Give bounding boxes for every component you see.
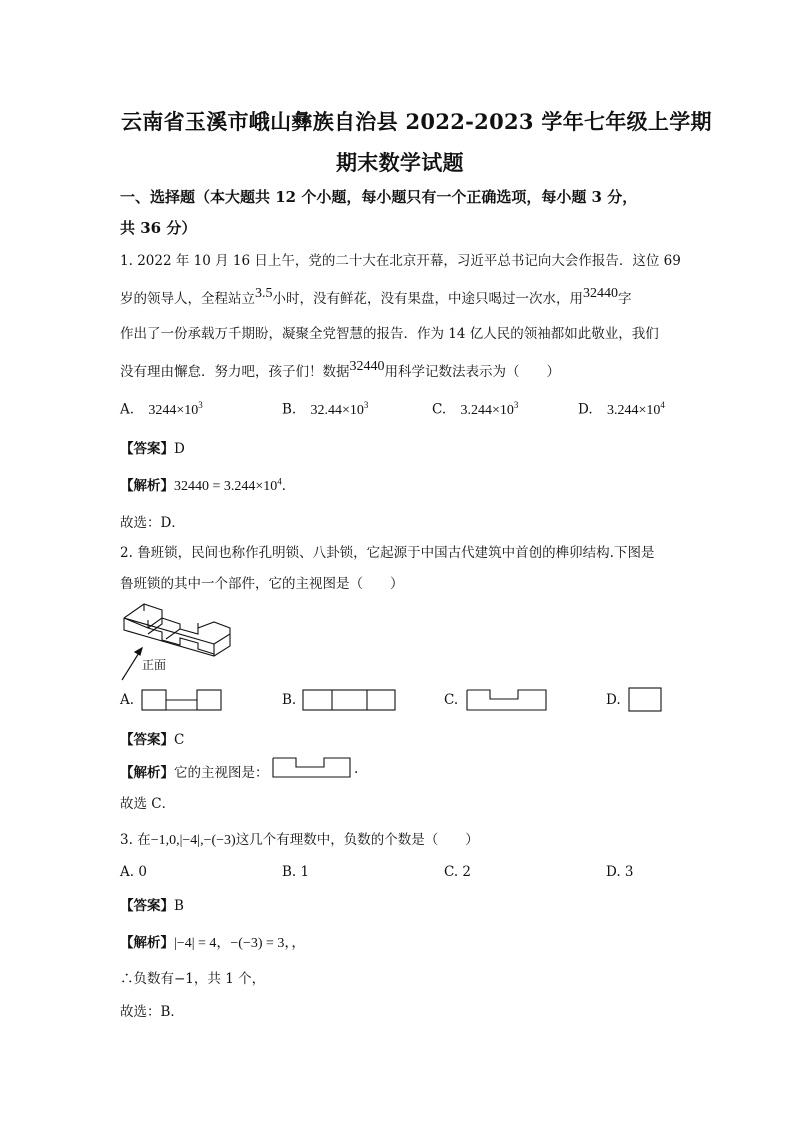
q3-number: 3. [120,832,133,848]
q2-option-b-label[interactable]: B. [282,692,297,708]
section-heading-line2: 共 36 分） [120,219,197,237]
q1-option-b[interactable]: B. $32.44\times 10^3$ [282,400,369,418]
q2-text-line2: 鲁班锁的其中一个部件，它的主视图是（ ） [120,576,404,592]
q3-conclusion: 故选：B． [120,1004,184,1020]
q3-option-b[interactable]: B. 1 [282,864,310,880]
page-title: 云南省玉溪市峨山彝族自治县 2022-2023 学年七年级上学期 [121,109,712,134]
q1-text-line1: 1. 2022 年 10 月 16 日上午，党的二十大在北京开幕，习近平总书记向大会作报告．这位 69 [120,253,681,269]
q2-option-d-label[interactable]: D. [606,692,621,708]
q2-conclusion: 故选 C． [120,796,176,812]
q1-analysis: 【解析】$32440 = 3.244\times 10^4$． [120,476,296,494]
q3-text-line1: 3. 在−1,0,|−4|,−(−3)这几个有理数中，负数的个数是（ ） [120,832,479,848]
q2-option-a-label[interactable]: A. [120,692,135,708]
q2-analysis-end: . [354,761,359,777]
q1-text-line3: 作出了一份承载万千期盼，凝聚全党智慧的报告．作为 14 亿人民的领袖都如此敬业，我们 [120,326,659,342]
q2-option-d-figure[interactable] [628,687,664,713]
q3-answer: 【答案】B [120,898,184,914]
section-heading: 一、选择题（本大题共 12 个小题，每小题只有一个正确选项，每小题 3 分， [120,188,638,206]
q3-reasoning: ∴负数有−1，共 1 个， [120,971,266,987]
q1-option-d[interactable]: D. $3.244\times 10^4$ [578,400,665,418]
q2-option-c-figure[interactable] [466,689,550,711]
q3-analysis: 【解析】|−4| = 4，−(−3) = 3，， [120,935,306,951]
q2-answer: 【答案】C [120,732,185,748]
q3-option-a[interactable]: A. 0 [120,864,147,880]
page-title-line2: 期末数学试题 [336,150,464,175]
luban-lock-figure [118,596,238,686]
q1-number: 1. [120,253,133,269]
q2-option-c-label[interactable]: C. [444,692,459,708]
q1-conclusion: 故选：D． [120,515,185,531]
q2-analysis: 【解析】它的主视图是： [120,765,269,781]
q2-number: 2. [120,545,133,561]
q2-analysis-figure [272,757,354,779]
q1-text-line4: 没有理由懈怠．努力吧，孩子们！数据32440用科学记数法表示为（ ） [120,359,560,380]
q1-text-line2: 岁的领导人，全程站立3.5小时，没有鲜花，没有果盘，中途只喝过一次水，用32440字 [120,286,632,307]
q3-option-d[interactable]: D. 3 [606,864,634,880]
q2-option-b-figure[interactable] [302,689,398,711]
q1-option-c[interactable]: C. $3.244\times 10^3$ [432,400,519,418]
q3-option-c[interactable]: C. 2 [444,864,472,880]
q1-option-a[interactable]: A. $3244\times 10^3$ [120,400,203,418]
q2-option-a-figure[interactable] [141,689,223,711]
q2-text-line1: 2. 鲁班锁，民间也称作孔明锁、八卦锁，它起源于中国古代建筑中首创的榫卯结构.下图是 [120,545,655,561]
q1-answer: 【答案】D [120,441,185,457]
front-label: 正面 [142,658,167,672]
